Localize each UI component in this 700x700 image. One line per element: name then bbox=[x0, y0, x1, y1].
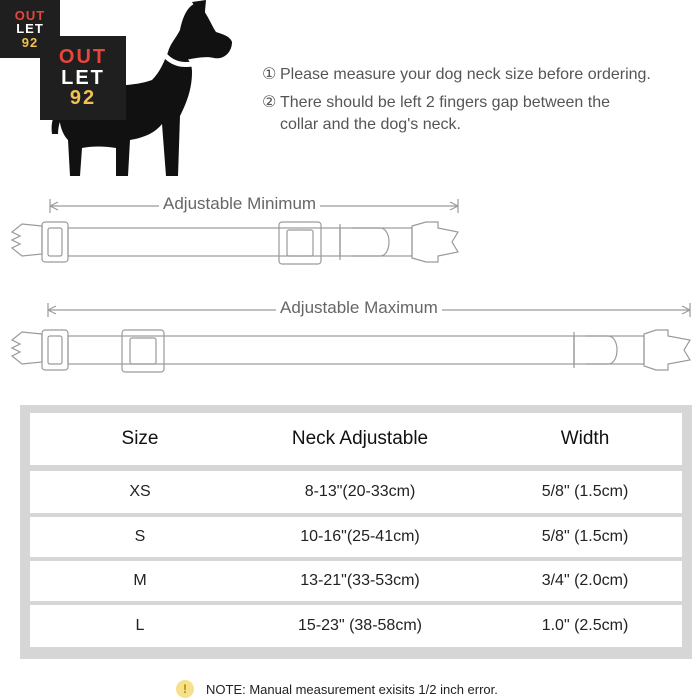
table-row bbox=[30, 517, 682, 557]
table-row bbox=[30, 561, 682, 601]
brand-logo-large bbox=[40, 36, 126, 120]
header-neck-adjustable: Neck Adjustable bbox=[291, 428, 429, 449]
cell-width: 3/4" (2.0cm) bbox=[541, 572, 629, 589]
table-header-row bbox=[30, 413, 682, 465]
header-size: Size bbox=[121, 428, 159, 449]
cell-neck: 10-16"(25-41cm) bbox=[300, 528, 420, 545]
measurement-note bbox=[176, 680, 498, 698]
buckle-female-icon bbox=[412, 222, 458, 262]
instruction-2-text-line-2: collar and the dog's neck. bbox=[280, 116, 461, 133]
logo-line-2: LET bbox=[61, 66, 105, 89]
instruction-2-number: ② bbox=[262, 94, 277, 111]
logo-line-3: 92 bbox=[69, 87, 97, 110]
instruction-1-text: Please measure your dog neck size before ordering. bbox=[280, 66, 651, 83]
cell-size: S bbox=[134, 528, 146, 545]
buckle-male-icon bbox=[12, 224, 42, 256]
cell-neck: 13-21"(33-53cm) bbox=[300, 572, 420, 589]
cell-size: XS bbox=[129, 483, 151, 500]
d-ring-icon bbox=[352, 228, 389, 256]
note-text: NOTE: Manual measurement exisits 1/2 inch error. bbox=[206, 681, 498, 697]
logo-line-1: OUT bbox=[14, 8, 46, 24]
adjustable-minimum-label: Adjustable Minimum bbox=[159, 194, 320, 214]
cell-width: 1.0" (2.5cm) bbox=[541, 617, 629, 634]
cell-width: 5/8" (1.5cm) bbox=[541, 528, 629, 545]
instruction-2 bbox=[262, 92, 692, 136]
table-row bbox=[30, 471, 682, 513]
instruction-2-text-line-1: There should be left 2 fingers gap between the bbox=[280, 94, 610, 111]
size-table bbox=[20, 405, 692, 659]
buckle-male-icon bbox=[12, 332, 42, 364]
cell-size: L bbox=[135, 617, 145, 634]
header-width: Width bbox=[560, 428, 610, 449]
warning-icon: ! bbox=[176, 680, 194, 698]
buckle-female-icon bbox=[644, 330, 690, 370]
logo-line-2: LET bbox=[16, 21, 44, 37]
adjustable-maximum-label: Adjustable Maximum bbox=[276, 298, 442, 318]
instruction-1-number: ① bbox=[262, 66, 277, 83]
cell-size: M bbox=[133, 572, 147, 589]
cell-neck: 8-13"(20-33cm) bbox=[304, 483, 416, 500]
collar-minimum-diagram bbox=[0, 188, 700, 274]
logo-line-1: OUT bbox=[58, 46, 108, 69]
table-row bbox=[30, 605, 682, 647]
logo-line-3: 92 bbox=[21, 34, 39, 50]
cell-neck: 15-23" (38-58cm) bbox=[298, 617, 422, 634]
instruction-1 bbox=[262, 64, 651, 86]
cell-width: 5/8" (1.5cm) bbox=[541, 483, 629, 500]
d-ring-icon bbox=[586, 336, 617, 364]
